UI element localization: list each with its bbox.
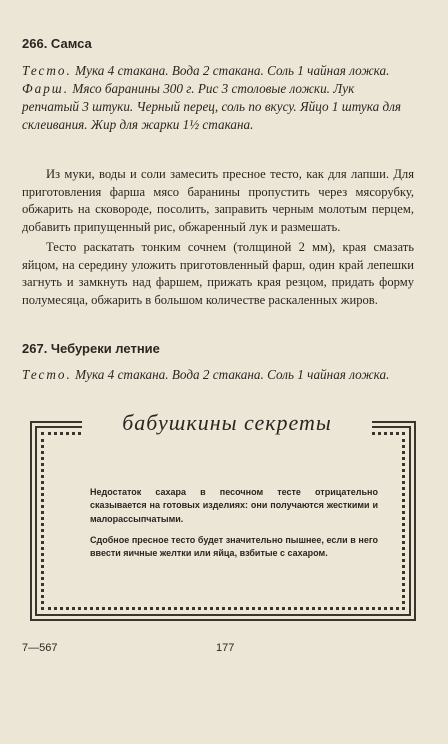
filling-label: Фарш. <box>22 81 70 96</box>
page-number: 177 <box>216 642 235 654</box>
recipe-title-chebureki: 267. Чебуреки летние <box>22 341 160 356</box>
dough-label: Тесто. <box>22 63 72 78</box>
dough-ingredients: Мука 4 стакана. Вода 2 стакана. Соль 1 чайная ложка. <box>75 367 390 382</box>
secrets-heading: бабушкины секреты <box>82 410 372 436</box>
ingredients-samsa <box>22 62 414 134</box>
tip-2: Сдобное пресное тесто будет значительно пышнее, если в него ввести яичные желтки или яйца, взбитые с сахаром. <box>90 535 378 559</box>
instructions-paragraph-1: Из муки, воды и соли замесить пресное тесто, как для лапши. Для приготовления фарша мясо баранины пропустить через мясорубку, обжарить на сковороде, посолить, заправить черным молотым перцем, добавить припущенный рис, обжаренный лук и размешать. <box>22 167 414 234</box>
tip-1: Недостаток сахара в песочном тесте отрицательно сказывается на готовых изделиях: они получаются жесткими и малорассыпчатыми. <box>90 487 378 524</box>
ingredients-chebureki <box>22 366 414 384</box>
dough-ingredients: Мука 4 стакана. Вода 2 стакана. Соль 1 чайная ложка. <box>75 63 390 78</box>
filling-ingredients: Мясо баранины 300 г. Рис 3 столовые ложки. Лук репчатый 3 штуки. Черный перец, соль по вкусу. Яйцо 1 штука для склеивания. Жир для жарки 1½ стакана. <box>22 81 402 132</box>
dough-label: Тесто. <box>22 367 72 382</box>
recipe-title-samsa: 266. Самса <box>22 36 92 51</box>
instructions-paragraph-2: Тесто раскатать тонким сочнем (толщиной 2 мм), края смазать яйцом, на середину уложить приготовленный фарш, один край лепешки загнуть и замкнуть над фаршем, прижать края резцом, придать форму полумесяца, обжарить в большом количестве раскаленных жиров. <box>22 240 414 307</box>
printer-signature: 7—567 <box>22 642 58 654</box>
